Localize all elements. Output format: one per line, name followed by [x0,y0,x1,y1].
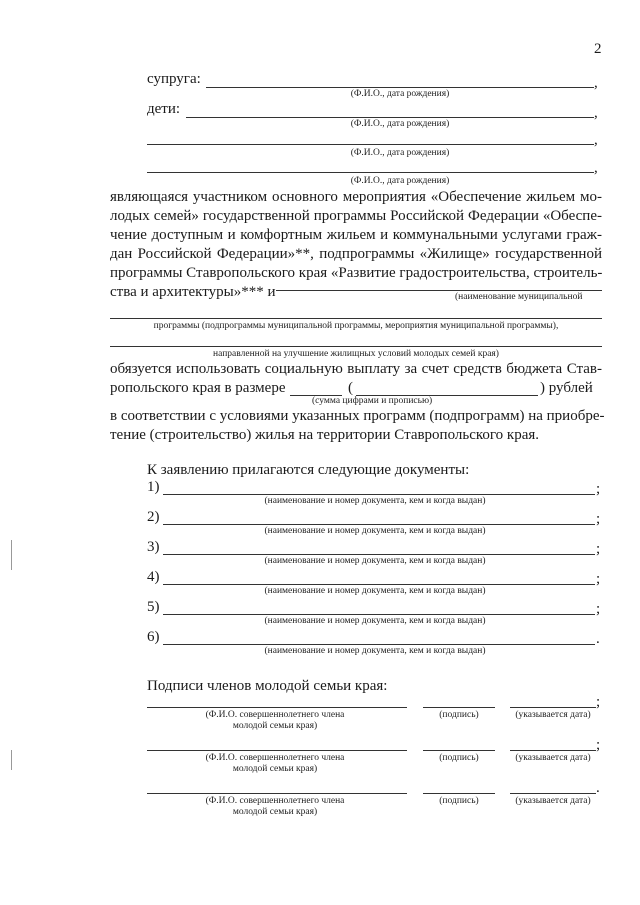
child-comma-1: , [594,105,598,121]
date-caption: (указывается дата) [515,796,591,806]
document-caption: (наименование и номер документа, кем и когда выдан) [264,496,486,506]
document-number: 1) [147,479,160,495]
spouse-caption: (Ф.И.О., дата рождения) [350,89,450,99]
signature-caption: (подпись) [439,710,479,720]
document-caption: (наименование и номер документа, кем и когда выдан) [264,526,486,536]
document-line [163,644,595,645]
document-end: . [596,631,600,647]
municipal-program-line [276,290,602,291]
member-date-line [510,750,596,751]
document-number: 6) [147,629,160,645]
child-caption-3: (Ф.И.О., дата рождения) [350,176,450,186]
paragraph-line: тение (строительство) жилья на территории Ставропольского края. [110,427,540,443]
document-number: 4) [147,569,160,585]
member-date-line [510,793,596,794]
amount-caption: (сумма цифрами и прописью) [312,396,433,406]
amount-prefix: ропольского края в размере [110,380,286,396]
document-caption: (наименование и номер документа, кем и когда выдан) [264,586,486,596]
member-caption-line: (Ф.И.О. совершеннолетнего члена [205,710,345,720]
member-caption [170,710,380,732]
participation-paragraph [110,188,602,302]
page-number: 2 [594,41,602,57]
obligation-lines [110,407,605,445]
member-name-line [147,707,407,708]
paragraph-line: лодых семей» государственной программы Российской Федерации «Обеспе- [110,208,602,224]
member-signature-line [423,750,495,751]
date-caption: (указывается дата) [515,710,591,720]
date-caption: (указывается дата) [515,753,591,763]
municipal-program-caption: (наименование муниципальной [455,292,583,302]
document-caption: (наименование и номер документа, кем и когда выдан) [264,556,486,566]
amount-open-paren: ( [348,380,353,396]
child-comma-2: , [594,132,598,148]
document-end: ; [596,601,601,617]
children-label: дети: [147,101,181,117]
program-caption: программы (подпрограммы муниципальной программы, мероприятия муниципальной программы), [153,321,559,331]
child-line-1 [186,117,594,118]
member-signature-line [423,707,495,708]
document-end: ; [596,481,601,497]
document-caption: (наименование и номер документа, кем и когда выдан) [264,616,486,626]
member-signature-line [423,793,495,794]
margin-mark [11,750,12,770]
documents-intro: К заявлению прилагаются следующие документы: [147,462,470,478]
member-caption-line: молодой семьи края) [232,764,318,774]
document-line [163,554,595,555]
member-name-line [147,793,407,794]
document-line [163,614,595,615]
margin-mark [11,540,12,570]
directed-line [110,346,602,347]
document-end: ; [596,511,601,527]
spouse-label: супруга: [147,71,201,87]
paragraph-line: в соответствии с условиями указанных программ (подпрограмм) на приобре- [110,408,605,424]
document-line [163,584,595,585]
paragraph-line: программы Ставропольского края «Развитие градостроительства, строитель- [110,265,603,281]
child-line-2 [147,144,594,145]
document-caption: (наименование и номер документа, кем и когда выдан) [264,646,486,656]
spouse-line [206,87,594,88]
member-name-line [147,750,407,751]
paragraph-line: являющаяся участником основного мероприятия «Обеспечение жильем мо- [110,189,602,205]
child-caption-1: (Ф.И.О., дата рождения) [350,119,450,129]
document-end: ; [596,571,601,587]
row-end: . [596,780,600,796]
spouse-comma: , [594,75,598,91]
member-caption-line: молодой семьи края) [232,721,318,731]
member-caption-line: (Ф.И.О. совершеннолетнего члена [205,753,345,763]
document-number: 3) [147,539,160,555]
member-caption [170,753,380,775]
document-line [163,524,595,525]
document-number: 2) [147,509,160,525]
document-end: ; [596,541,601,557]
paragraph-line: ства и архитектуры»*** и [110,284,276,300]
paragraph-line: обязуется использовать социальную выплату за счет средств бюджета Став- [110,361,602,377]
paragraph-line: дан Российской Федерации»**, подпрограммы «Жилище» государственной [110,246,602,262]
member-caption-line: молодой семьи края) [232,807,318,817]
member-date-line [510,707,596,708]
child-caption-2: (Ф.И.О., дата рождения) [350,148,450,158]
signature-caption: (подпись) [439,796,479,806]
signature-caption: (подпись) [439,753,479,763]
obligation-line-1 [110,360,602,379]
child-comma-3: , [594,160,598,176]
document-line [163,494,595,495]
member-caption-line: (Ф.И.О. совершеннолетнего члена [205,796,345,806]
row-end: ; [596,694,601,710]
document-number: 5) [147,599,160,615]
paragraph-line: чение доступным и комфортным жильем и коммунальными услугами граж- [110,227,602,243]
row-end: ; [596,737,601,753]
directed-caption: направленной на улучшение жилищных условий молодых семей края) [213,349,499,359]
amount-close-paren: ) рублей [540,380,593,396]
member-caption [170,796,380,818]
child-line-3 [147,172,594,173]
signatures-title: Подписи членов молодой семьи края: [147,678,388,694]
program-line [110,318,602,319]
